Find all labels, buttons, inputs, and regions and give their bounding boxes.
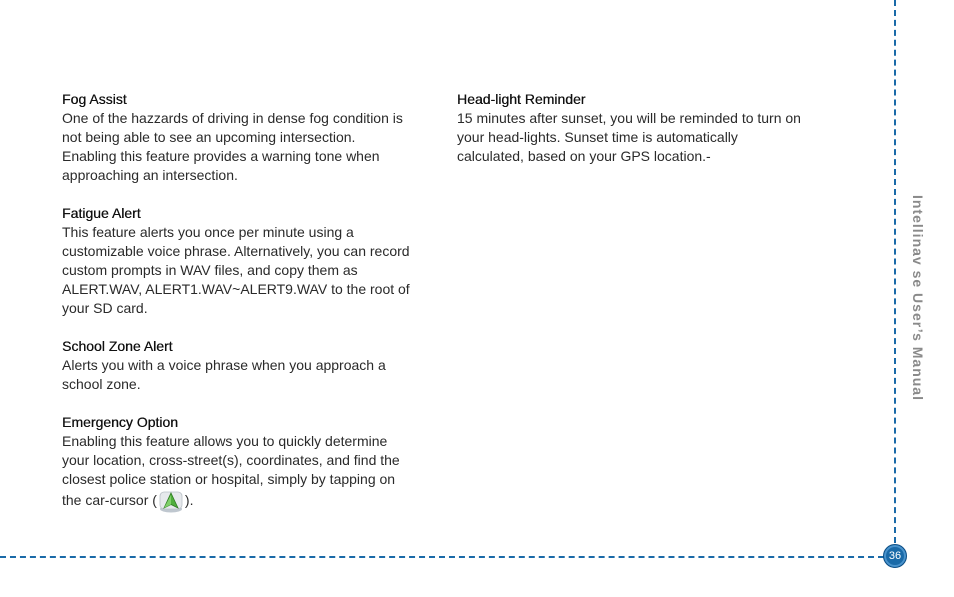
right-dashed-border: [894, 0, 896, 543]
section-heading: School Zone Alert: [62, 338, 173, 354]
left-column: [62, 90, 434, 532]
section-body-before-icon: Enabling this feature allows you to quickly determine your location, cross-street(s), coordinates, and find the closest police station or hospital, simply by tapping on the car-cursor (: [62, 433, 400, 508]
section-heading: Head-light Reminder: [457, 91, 586, 107]
section-heading: Emergency Option: [62, 414, 178, 430]
section-body: Alerts you with a voice phrase when you approach a school zone.: [62, 357, 386, 392]
section-head-light-reminder: [457, 90, 837, 166]
right-column: [457, 90, 837, 185]
bottom-dashed-border: [0, 556, 884, 558]
section-fog-assist: [62, 90, 434, 185]
section-body: 15 minutes after sunset, you will be reminded to turn on your head-lights. Sunset time is automatically calculated, based on your GPS location.-: [457, 110, 801, 164]
section-body-after-icon: ).: [184, 492, 194, 508]
section-emergency-option: [62, 413, 434, 513]
page-number-badge: 36: [883, 544, 907, 568]
section-body: [62, 432, 434, 513]
section-heading: Fatigue Alert: [62, 205, 141, 221]
section-body: This feature alerts you once per minute using a customizable voice phrase. Alternatively, you can record custom prompts in WAV files, and copy them as ALERT.WAV, ALERT1.WAV~ALERT9.WAV to the root of your SD card.: [62, 224, 410, 316]
side-title: Intellinav se User’s Manual: [910, 195, 926, 401]
section-body: One of the hazzards of driving in dense fog condition is not being able to see an upcoming intersection. Enabling this feature provides a warning tone when approaching an intersection.: [62, 110, 403, 183]
section-heading: Fog Assist: [62, 91, 127, 107]
car-cursor-icon: [158, 489, 184, 513]
section-fatigue-alert: [62, 204, 434, 318]
section-school-zone-alert: [62, 337, 434, 394]
